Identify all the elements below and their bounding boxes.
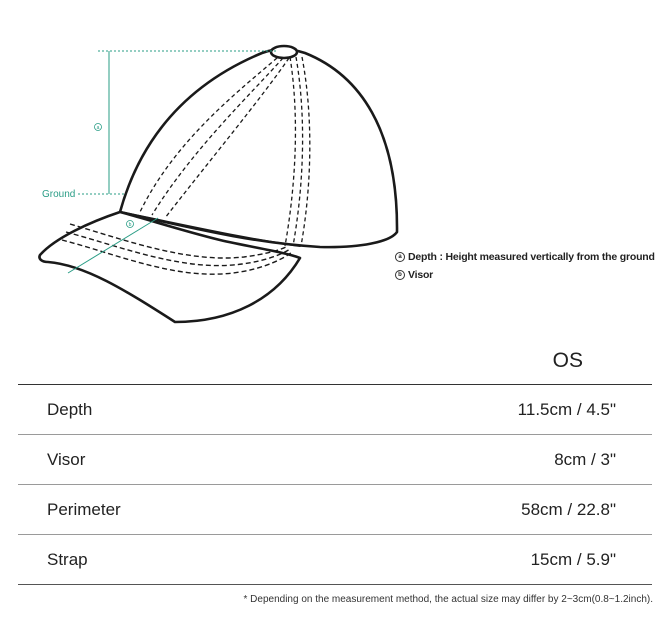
legend-marker-b: b [395, 270, 405, 280]
marker-b-label: b [128, 222, 132, 228]
legend-text-visor: Visor [408, 269, 434, 281]
table-row [18, 435, 652, 485]
row-label-visor: Visor [47, 449, 86, 469]
row-label-strap: Strap [47, 549, 88, 569]
legend-item-visor [395, 266, 655, 284]
legend-marker-a: a [395, 252, 405, 262]
row-value-depth: 11.5cm / 4.5" [517, 399, 616, 419]
row-label-perimeter: Perimeter [47, 499, 121, 519]
table-row [18, 535, 652, 585]
cap-illustration [39, 46, 397, 322]
legend-item-depth [395, 248, 655, 266]
row-value-strap: 15cm / 5.9" [530, 549, 616, 569]
size-header [0, 349, 667, 379]
row-value-visor: 8cm / 3" [554, 449, 616, 469]
marker-a-label: a [96, 125, 100, 131]
size-header-label: OS [552, 349, 583, 372]
measurement-footnote: * Depending on the measurement method, the actual size may differ by 2~3cm(0.8~1.2inch). [243, 594, 653, 605]
size-table [18, 384, 652, 585]
legend-text-depth: Depth : Height measured vertically from the ground [408, 251, 655, 263]
row-label-depth: Depth [47, 399, 93, 419]
table-row [18, 485, 652, 535]
row-value-perimeter: 58cm / 22.8" [521, 499, 616, 519]
measurement-legend [395, 248, 655, 284]
table-row [18, 385, 652, 435]
ground-label: Ground [42, 189, 76, 200]
depth-arrow [78, 51, 276, 194]
crown-stitching [140, 57, 310, 246]
